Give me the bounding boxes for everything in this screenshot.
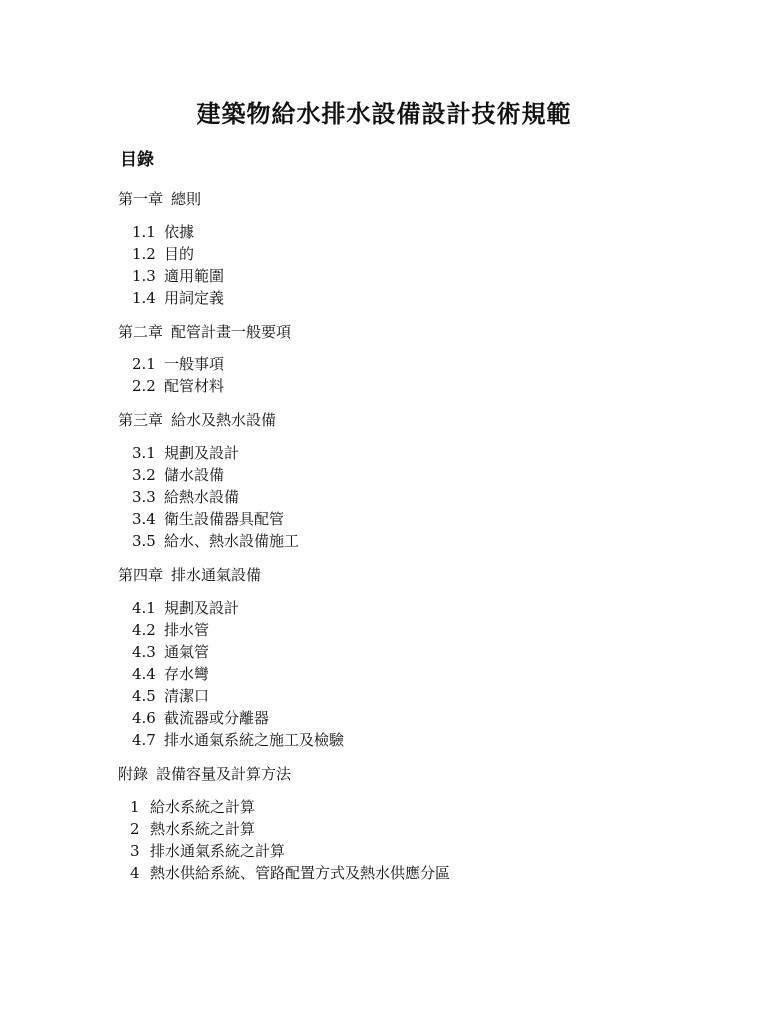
chapter-title: 給水及熱水設備 bbox=[171, 411, 277, 429]
chapter-label: 附錄 bbox=[118, 765, 149, 783]
item-text: 熱水供給系統、管路配置方式及熱水供應分區 bbox=[150, 864, 451, 882]
chapter-title: 總則 bbox=[171, 190, 202, 208]
toc-item-2-1 bbox=[132, 353, 224, 374]
chapter-label: 第一章 bbox=[118, 190, 164, 208]
toc-item-4-5 bbox=[132, 685, 209, 706]
item-number: 4.1 bbox=[132, 599, 156, 617]
toc-item-3-1 bbox=[132, 442, 239, 463]
toc-item-4-2 bbox=[132, 619, 209, 640]
document-title: 建築物給水排水設備設計技術規範 bbox=[196, 99, 572, 128]
item-number: 1.4 bbox=[132, 289, 156, 307]
item-text: 給熱水設備 bbox=[164, 488, 240, 506]
item-text: 給水、熱水設備施工 bbox=[164, 532, 300, 550]
item-number: 1.2 bbox=[132, 245, 156, 263]
item-text: 排水管 bbox=[164, 621, 210, 639]
item-text: 一般事項 bbox=[164, 355, 225, 373]
item-text: 依據 bbox=[164, 223, 195, 241]
item-number: 4.3 bbox=[132, 643, 156, 661]
chapter-2-heading bbox=[118, 321, 291, 342]
appendix-heading bbox=[118, 763, 291, 784]
toc-item-3-2 bbox=[132, 464, 224, 485]
item-text: 規劃及設計 bbox=[164, 599, 240, 617]
item-number: 3.3 bbox=[132, 488, 156, 506]
toc-item-4-6 bbox=[132, 707, 269, 728]
item-text: 清潔口 bbox=[164, 687, 210, 705]
item-text: 排水通氣系統之計算 bbox=[150, 842, 286, 860]
toc-item-appendix-3 bbox=[130, 840, 285, 861]
toc-item-4-4 bbox=[132, 663, 209, 684]
item-number: 4.7 bbox=[132, 731, 156, 749]
toc-item-2-2 bbox=[132, 375, 224, 396]
item-text: 存水彎 bbox=[164, 665, 210, 683]
toc-item-4-7 bbox=[132, 729, 344, 750]
item-number: 3 bbox=[130, 842, 140, 860]
toc-item-1-4 bbox=[132, 287, 224, 308]
item-text: 規劃及設計 bbox=[164, 444, 240, 462]
item-number: 4.6 bbox=[132, 709, 156, 727]
item-text: 排水通氣系統之施工及檢驗 bbox=[164, 731, 345, 749]
item-number: 2 bbox=[130, 820, 140, 838]
toc-item-3-3 bbox=[132, 486, 239, 507]
item-number: 4.4 bbox=[132, 665, 156, 683]
item-number: 1.3 bbox=[132, 267, 156, 285]
item-number: 3.5 bbox=[132, 532, 156, 550]
chapter-label: 第三章 bbox=[118, 411, 164, 429]
item-text: 截流器或分離器 bbox=[164, 709, 270, 727]
toc-item-appendix-4 bbox=[130, 862, 450, 883]
item-number: 1.1 bbox=[132, 223, 156, 241]
item-text: 儲水設備 bbox=[164, 466, 225, 484]
toc-item-3-5 bbox=[132, 530, 299, 551]
toc-item-4-3 bbox=[132, 641, 209, 662]
item-text: 通氣管 bbox=[164, 643, 210, 661]
item-number: 3.1 bbox=[132, 444, 156, 462]
item-number: 4 bbox=[130, 864, 140, 882]
item-number: 4.2 bbox=[132, 621, 156, 639]
toc-item-3-4 bbox=[132, 508, 284, 529]
item-number: 1 bbox=[130, 798, 140, 816]
item-text: 適用範圍 bbox=[164, 267, 225, 285]
chapter-4-heading bbox=[118, 564, 261, 585]
item-number: 2.1 bbox=[132, 355, 156, 373]
item-number: 2.2 bbox=[132, 377, 156, 395]
chapter-1-heading bbox=[118, 188, 201, 209]
item-text: 用詞定義 bbox=[164, 289, 225, 307]
chapter-title: 設備容量及計算方法 bbox=[156, 765, 292, 783]
item-text: 熱水系統之計算 bbox=[150, 820, 256, 838]
chapter-title: 排水通氣設備 bbox=[171, 566, 262, 584]
item-number: 3.4 bbox=[132, 510, 156, 528]
toc-item-appendix-2 bbox=[130, 818, 255, 839]
toc-item-1-3 bbox=[132, 265, 224, 286]
chapter-3-heading bbox=[118, 409, 276, 430]
item-text: 給水系統之計算 bbox=[150, 798, 256, 816]
toc-item-1-1 bbox=[132, 221, 194, 242]
item-text: 衛生設備器具配管 bbox=[164, 510, 285, 528]
item-text: 配管材料 bbox=[164, 377, 225, 395]
toc-item-1-2 bbox=[132, 243, 194, 264]
chapter-label: 第四章 bbox=[118, 566, 164, 584]
item-number: 4.5 bbox=[132, 687, 156, 705]
item-number: 3.2 bbox=[132, 466, 156, 484]
chapter-label: 第二章 bbox=[118, 323, 164, 341]
item-text: 目的 bbox=[164, 245, 195, 263]
toc-heading: 目錄 bbox=[120, 150, 154, 170]
chapter-title: 配管計畫一般要項 bbox=[171, 323, 292, 341]
toc-item-4-1 bbox=[132, 597, 239, 618]
toc-item-appendix-1 bbox=[130, 796, 255, 817]
